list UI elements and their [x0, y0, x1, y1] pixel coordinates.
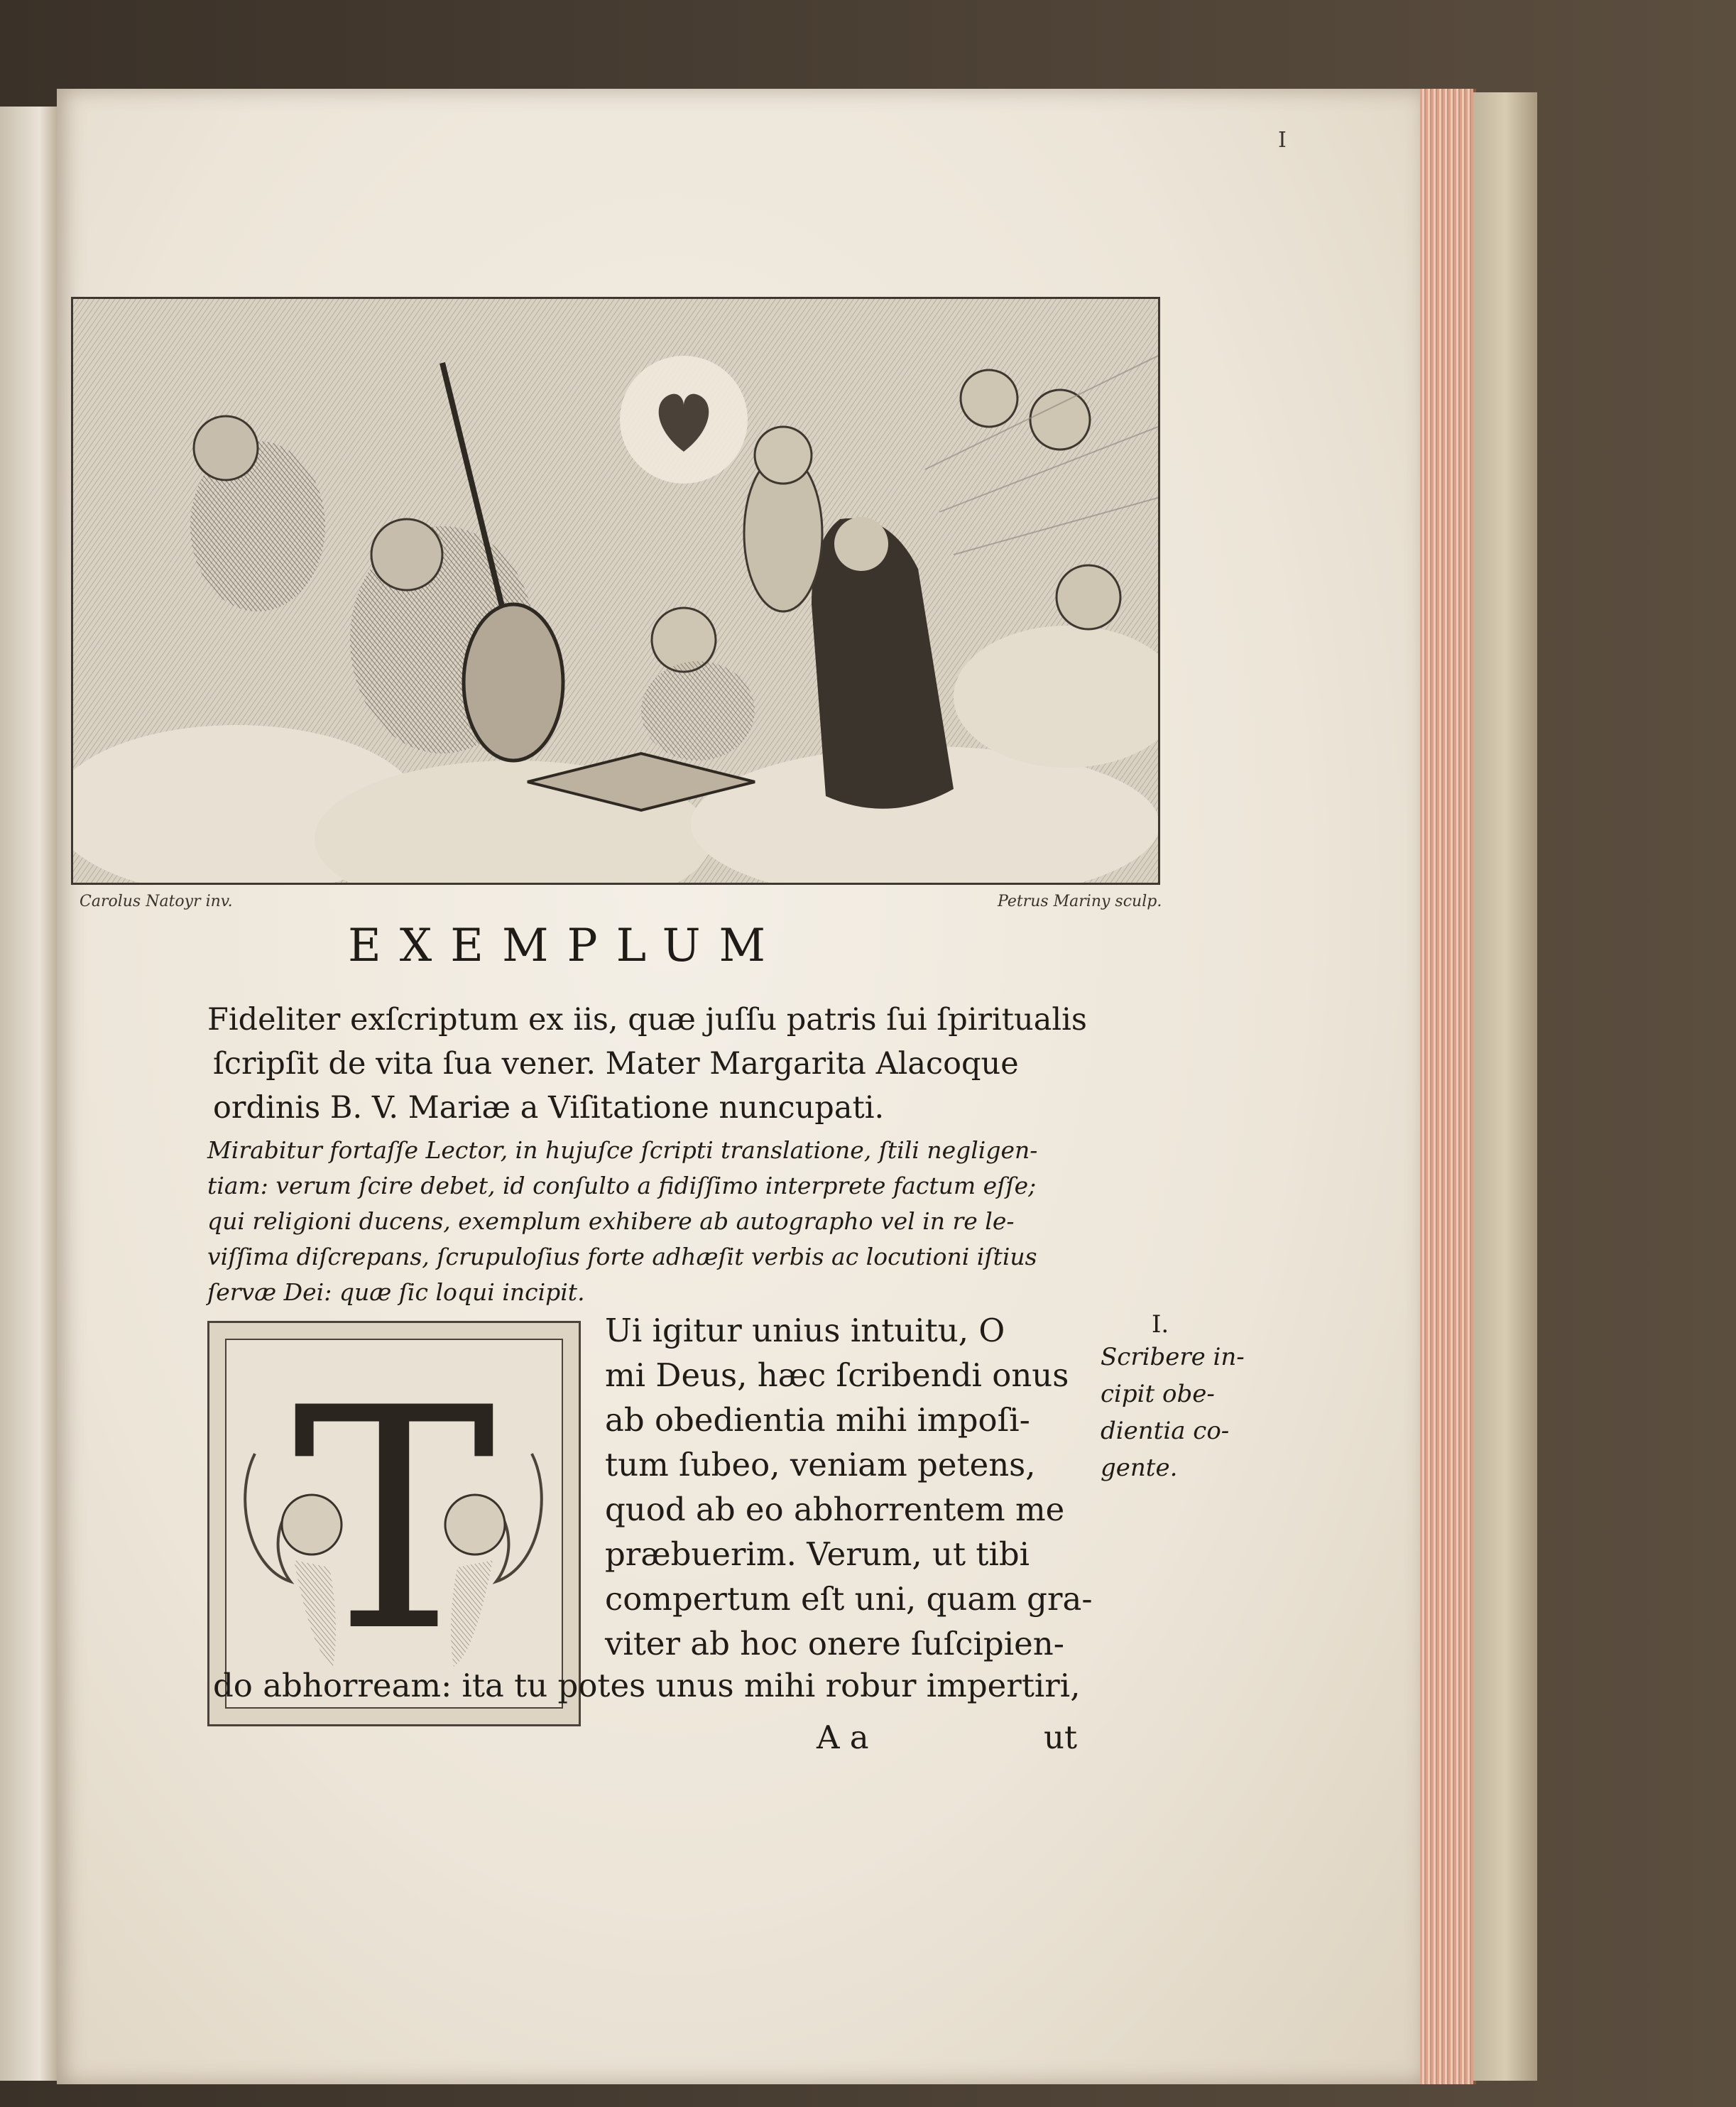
- folio-number: I: [1278, 128, 1287, 153]
- body-line: tum ſubeo, veniam petens,: [605, 1446, 1036, 1483]
- catchword: ut: [1044, 1719, 1078, 1756]
- note-line: Mirabitur fortaſſe Lector, in hujuſce ſcripti translatione, ſtili negligen-: [207, 1136, 1038, 1164]
- section-title: EXEMPLUM: [348, 920, 785, 972]
- section-subtitle: [207, 998, 1116, 1130]
- page-block-edge: [1420, 89, 1476, 2084]
- body-text: [605, 1308, 1093, 1666]
- sacred-heart-icon: [620, 356, 748, 484]
- book-cover-edge: [1473, 92, 1537, 2081]
- margin-note-line: Scribere in-: [1101, 1343, 1245, 1371]
- margin-note-line: dientia co-: [1101, 1417, 1230, 1445]
- subtitle-line: Fideliter exſcriptum ex iis, quæ juſſu patris ſui ſpiritualis: [207, 1002, 1087, 1038]
- subtitle-line: ſcripſit de vita ſua vener. Mater Margarita Alacoque: [213, 1046, 1019, 1082]
- body-line: mi Deus, hæc ſcribendi onus: [605, 1356, 1069, 1394]
- body-line: quod ab eo abhorrentem me: [605, 1491, 1065, 1528]
- note-line: viſſima diſcrepans, ſcrupuloſius forte adhæſit verbis ac locutioni iſtius: [207, 1243, 1037, 1270]
- body-line: compertum eſt uni, quam gra-: [605, 1580, 1093, 1618]
- subtitle-line: ordinis B. V. Mariæ a Viſitatione nuncupati.: [213, 1090, 885, 1126]
- engraving-credit-right: Petrus Mariny sculp.: [998, 893, 1162, 910]
- body-line: viter ab hoc onere ſuſcipien-: [605, 1625, 1064, 1662]
- margin-number: I.: [1152, 1310, 1169, 1339]
- margin-note-line: gente.: [1101, 1454, 1178, 1482]
- note-line: ſervæ Dei: quæ ſic loqui incipit.: [207, 1278, 585, 1306]
- note-line: qui religioni ducens, exemplum exhibere ab autographo vel in re le-: [207, 1207, 1015, 1235]
- body-line: ab obedientia mihi impoſi-: [605, 1401, 1030, 1439]
- body-line: Ui igitur unius intuitu, O: [605, 1312, 1005, 1349]
- engraving-illustration: [71, 297, 1160, 885]
- body-line: præbuerim. Verum, ut tibi: [605, 1535, 1030, 1573]
- translator-note: [207, 1133, 1166, 1310]
- engraving-credit-left: Carolus Natoyr inv.: [80, 893, 233, 910]
- signature-mark: A a: [817, 1719, 869, 1756]
- decorated-initial: [207, 1321, 581, 1726]
- margin-note: [1101, 1339, 1245, 1486]
- decorated-initial-frame: [225, 1339, 563, 1709]
- body-last-line: do abhorream: ita tu potes unus mihi robur impertiri,: [213, 1667, 1081, 1704]
- left-page-edge: [0, 107, 59, 2081]
- note-line: tiam: verum ſcire debet, id conſulto a fidiſſimo interprete factum eſſe;: [207, 1172, 1037, 1199]
- initial-letter: T: [292, 1344, 496, 1699]
- margin-note-line: cipit obe-: [1101, 1380, 1215, 1408]
